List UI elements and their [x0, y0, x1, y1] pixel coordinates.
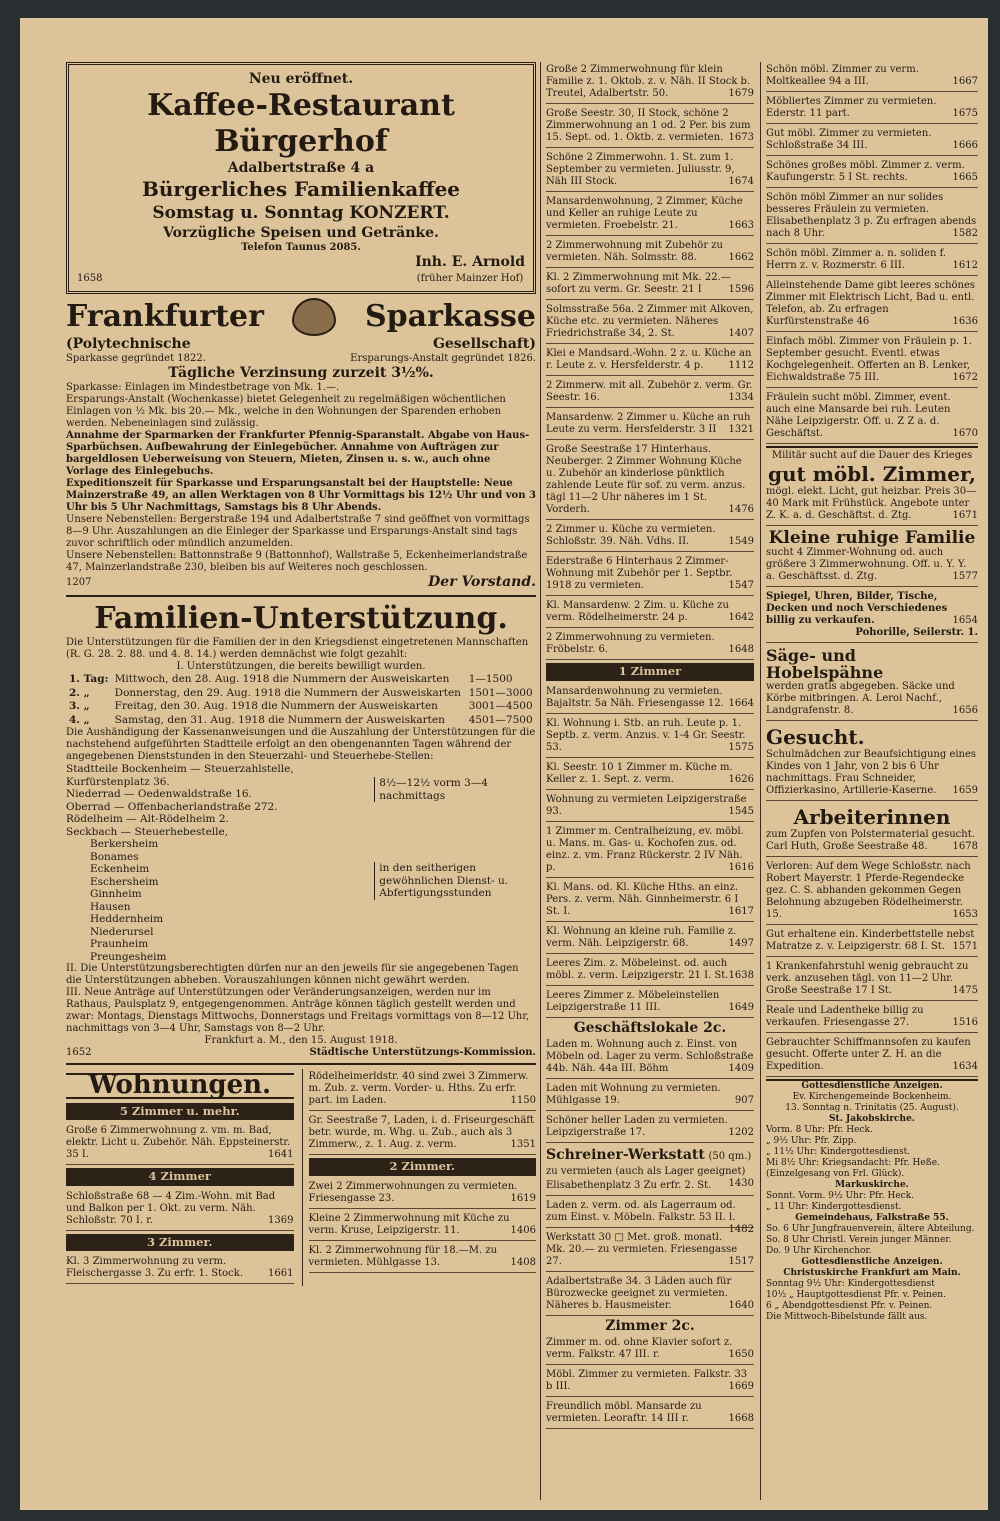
ad-number: 1642 — [728, 612, 754, 623]
spar-title-left: Frankfurter — [66, 299, 264, 334]
ad-text: Kleine 2 Zimmerwohnung mit Küche zu verm. Kruse, Leipzigerstr. 11. — [308, 1212, 510, 1236]
gott-line: Christuskirche Frankfurt am Main. — [783, 1268, 961, 1278]
ad-text: Große Seestraße 17 Hinterhaus. Neuberger. 2 Zimmer Wohnung Küche u. Zubehör an kinderlose pünktlich zahlende Leute für sof. zu verm. anzus. tägl 11—2 Uhr näheres im 1 St. Vorderh. — [546, 444, 746, 515]
spar-right: Ersparungs-Anstalt gegründet 1826. — [350, 353, 536, 364]
ad-text: Solmsstraße 56a. 2 Zimmer mit Alkoven, Küche etc. zu vermieten. Näheres Friedrichstraße 34, 2. St. — [546, 304, 754, 339]
ad-text: Reale und Ladentheke billig zu verkaufen. Friesengasse 27. — [766, 1005, 924, 1028]
ad-number: 1662 — [728, 252, 754, 263]
ad-text: Möbliertes Zimmer zu vermieten. Ederstr. 11 part. — [766, 96, 937, 119]
column-left — [66, 62, 536, 1502]
ad-text: Einfach möbl. Zimmer von Fräulein p. 1. September gesucht. Eventl. etwas Kochgelegenheit. Offerten an B. Lenker, Eichwaldstraße 75 III. — [766, 336, 972, 383]
restaurant-food: Vorzügliche Speisen und Getränke. — [163, 225, 439, 241]
ad-number: 1672 — [952, 372, 978, 383]
ad-number: 1516 — [952, 1017, 978, 1028]
ad-text: (50 qm.) zu vermieten (auch als Lager geeignet) Elisabethenplatz 3 Zu erfr. 2. St. — [546, 1150, 752, 1191]
ad-number: 1679 — [728, 88, 754, 99]
restaurant-concert: Somstag u. Sonntag KONZERT. — [152, 203, 450, 223]
ad-text: Große Seestr. 30, II Stock, schöne 2 Zimmerwohnung an 1 od. 2 Per. bis zum 15. Sept. od. 1. Oktb. z. vermieten. — [546, 108, 751, 143]
ad-text: sucht 4 Zimmer-Wohnung od. auch größere 3 Zimmerwohnung. Off. u. Y. Y. a. Geschäftsst. d. Ztg. — [766, 547, 967, 582]
ad-text: Spiegel, Uhren, Bilder, Tische, Decken und noch Verschiedenes billig zu verkaufen. — [766, 591, 948, 626]
ad-number: 1619 — [510, 1192, 536, 1204]
ad-text: Werkstatt 30 □ Met. groß. monatl. Mk. 20.— zu vermieten. Friesengasse 27. — [546, 1231, 738, 1267]
ad-text: Leeres Zimmer z. Möbeleinstellen Leipzigerstraße 11 III. — [546, 989, 720, 1013]
gott-line: Ev. Kirchengemeinde Bockenheim. — [792, 1092, 952, 1102]
ad-text: Schön möbl. Zimmer zu verm. Moltkeallee 94 a III. — [766, 64, 919, 87]
ad-sign: Pohorille, Seilerstr. 1. — [855, 627, 978, 638]
ad-number: 1545 — [728, 805, 754, 817]
ad-text: Zwei 2 Zimmerwohnungen zu vermieten. Friesengasse 23. — [308, 1180, 518, 1204]
ad-text: Rödelheimerldstr. 40 sind zwei 3 Zimmerw. m. Zub. z. verm. Vorder- u. Hths. Zu erfr. part. im Laden. — [308, 1071, 529, 1106]
ad-text: Alleinstehende Dame gibt leeres schönes Zimmer mit Elektrisch Licht, Bad u. entl. Telefon, ab. Zu erfragen Kurfürstenstraße 46 — [766, 280, 976, 327]
ad-number: 1670 — [952, 428, 978, 439]
arbeiterinnen-ad — [766, 803, 978, 857]
ad-text: Schön möbl Zimmer an nur solides besseres Fräulein zu vermieten. Elisabethenplatz 3 p. Zu erfragen abends nach 8 Uhr. — [766, 192, 977, 239]
ad-number: 1577 — [952, 571, 978, 582]
fam-sign: Städtische Unterstützungs-Kommission. — [309, 1047, 536, 1058]
gott-line: Vorm. 8 Uhr: Pfr. Heck. — [766, 1125, 873, 1135]
day-label: 1. Tag: — [69, 673, 109, 685]
ad-number: 1648 — [728, 644, 754, 655]
saege-ad — [766, 645, 978, 721]
ad-text: 2 Zimmerwohnung zu vermieten. Fröbelstr. 6. — [546, 632, 715, 655]
ad-text: Große 6 Zimmerwohnung z. vm. m. Bad, elektr. Licht u. Zubehör. Näh. Eppsteinerstr. 35 I. — [66, 1125, 291, 1160]
ad-text: Kl. 2 Zimmerwohnung mit Mk. 22.— sofort zu verm. Gr. Seestr. 21 I — [546, 272, 731, 295]
gott-line: Gottesdienstliche Anzeigen. — [801, 1257, 943, 1267]
day-text: Donnerstag, den 29. Aug. 1918 die Nummern der Ausweiskarten — [114, 686, 461, 699]
gott-line: „ 11 Uhr: Kindergottesdienst. — [766, 1202, 902, 1212]
ad-number: 1475 — [952, 985, 978, 996]
gott-line: „ 9½ Uhr: Pfr. Zipp. — [766, 1136, 857, 1146]
ad-number: 1596 — [728, 284, 754, 295]
restaurant-former: (früher Mainzer Hof) — [416, 273, 524, 284]
ad-text: Adalbertstraße 34. 3 Läden auch für Bürozwecke geeignet zu vermieten. Näheres b. Hausmeister. — [546, 1275, 732, 1311]
ad-number: 1406 — [510, 1224, 536, 1236]
ad-text: Laden z. verm. od. als Lagerraum od. zum Einst. v. Möbeln. Falkstr. 53 II. l. — [546, 1199, 736, 1223]
ad-text: 1 Zimmer m. Centralheizung, ev. möbl. u. Mans. m. Gas- u. Kochofen zus. od. einz. z. vm. Franz Rückerstr. 2 IV Näh. p. — [546, 825, 744, 873]
gott-line: Mi 8½ Uhr: Kriegsandacht: Pfr. Heße. (Einzelgesang von Frl. Glück). — [766, 1158, 940, 1179]
ad-number: 1656 — [952, 705, 978, 716]
ad-text: werden gratis abgegeben. Säcke und Körbe mitbringen. A. Leroi Nachf., Landgrafenstr. 8. — [766, 681, 955, 716]
stadtteil: Berkersheim — [90, 838, 159, 850]
spar-line: Expeditionszeit für Sparkasse und Ersparungsanstalt bei der Hauptstelle: Neue Mainzerstraße 49, an allen Werktagen von 8 Uhr Vormittags bis 12½ Uhr und von 3 Uhr bis 5 Uhr Nachmittags, Samstags bis 8 Uhr Abends. — [66, 478, 536, 513]
gott-line: Sonntag 9½ Uhr: Kindergottesdienst — [766, 1279, 935, 1289]
ad-number: 1641 — [268, 1149, 294, 1160]
ad-text: Kl. Seestr. 10 1 Zimmer m. Küche m. Keller z. 1. Sept. z. verm. — [546, 761, 733, 785]
ad-text: Ederstraße 6 Hinterhaus 2 Zimmer-Wohnung mit Zubehör per 1. Septbr. 1918 zu vermieten. — [546, 556, 733, 591]
ad-number: 1634 — [952, 1061, 978, 1072]
ad-text: 1 Krankenfahrstuhl wenig gebraucht zu verk. anzusehen tägl. von 11—2 Uhr. Große Seestraße 17 I St. — [766, 961, 969, 996]
ad-number: 1665 — [952, 172, 978, 183]
ad-text: 2 Zimmerwohnung mit Zubehör zu vermieten. Näh. Solmsstr. 88. — [546, 240, 723, 263]
ad-text: Klei e Mandsard.-Wohn. 2 z. u. Küche an r. Leute z. v. Hersfelderstr. 4 p. — [546, 348, 752, 371]
ad-title: Kleine ruhige Familie — [768, 528, 976, 548]
column-rule — [540, 62, 541, 1500]
wohn-heading: 5 Zimmer u. mehr. — [66, 1103, 294, 1121]
ad-number: 1640 — [728, 1299, 754, 1311]
ad-text: Laden m. Wohnung auch z. Einst. von Möbeln od. Lager zu verm. Schloßstraße 44b. Näh. 44a III. Böhm — [546, 1038, 754, 1074]
ad-number: 1351 — [510, 1139, 536, 1150]
ad-text: Wohnung zu vermieten Leipzigerstraße 93. — [546, 793, 747, 817]
section-heading: Zimmer 2c. — [605, 1317, 695, 1334]
ad-text: Kl. 3 Zimmerwohnung zu verm. Fleischergasse 3. Zu erfr. 1. Stock. — [66, 1256, 244, 1279]
day-range: 3001—4500 — [468, 700, 533, 712]
gott-line: 10½ „ Hauptgottesdienst Pfr. v. Peinen. — [766, 1290, 946, 1300]
day-text: Samstag, den 31. Aug. 1918 die Nummern der Ausweiskarten — [114, 713, 445, 726]
ad-text: Gut möbl. Zimmer zu vermieten. Schloßstraße 34 III. — [766, 128, 932, 151]
ad-number: 1582 — [952, 228, 978, 239]
ad-number: 1430 — [728, 1177, 754, 1189]
ad-text: Kl. Wohnung i. Stb. an ruh. Leute p. 1. Septb. z. verm. Anzus. v. 1-4 Gr. Seestr. 53. — [546, 717, 746, 753]
ad-number: 1659 — [952, 785, 978, 796]
familie-ad — [766, 528, 978, 587]
schreiner-title: Schreiner-Werkstatt — [546, 1146, 705, 1163]
ad-text: Mansardenwohnung zu vermieten. Bajaltstr. 5a Näh. Friesengasse 12. — [546, 685, 724, 709]
ad-text: 2 Zimmer u. Küche zu vermieten. Schloßstr. 39. Näh. Vdhs. II. — [546, 524, 716, 547]
ad-number: 1112 — [728, 360, 754, 371]
ad-number: 1497 — [728, 937, 754, 949]
stadtteil: Stadtteile Bockenheim — Steuerzahlstelle, Kurfürstenplatz 36. — [66, 763, 294, 788]
stadtteil: Niederrad — Oedenwaldstraße 16. — [66, 788, 252, 800]
ad-number: 1654 — [952, 615, 978, 626]
spar-line: Ersparungs-Anstalt (Wochenkasse) bietet Gelegenheit zu regelmäßigen wöchentlichen Einlagen von ½ Mk. bis 20.— Mk., welche in den Wohnungen der Sparenden erhoben werden. Nebeneinlagen sind zulässig. — [66, 394, 506, 429]
gott-line: „ 11½ Uhr: Kindergottesdienst. — [766, 1147, 911, 1157]
fam-date: Frankfurt a. M., den 15. August 1918. — [204, 1035, 398, 1046]
ad-number: 1649 — [728, 1001, 754, 1013]
ad-number: 1612 — [952, 260, 978, 271]
day-text: Mittwoch, den 28. Aug. 1918 die Nummern der Ausweiskarten — [114, 673, 450, 685]
spar-sub-left: (Polytechnische — [66, 336, 191, 352]
gott-line: Markuskirche. — [835, 1180, 909, 1190]
ad-text: Mansardenwohnung, 2 Zimmer, Küche und Keller an ruhige Leute zu vermieten. Froebelstr. 21. — [546, 196, 743, 231]
day-label: 3. „ — [69, 700, 90, 712]
ad-number: 1663 — [728, 220, 754, 231]
ad-number: 1666 — [952, 140, 978, 151]
ad-number: 1674 — [728, 176, 754, 187]
column-rule — [760, 62, 761, 1500]
column-middle — [546, 62, 754, 1502]
day-range: 4501—7500 — [468, 713, 533, 726]
ad-text: Möbl. Zimmer zu vermieten. Falkstr. 33 b III. — [546, 1368, 748, 1392]
spar-left: Sparkasse gegründet 1822. — [66, 353, 206, 364]
ad-text: Verloren: Auf dem Wege Schloßstr. nach Robert Mayerstr. 1 Pferde-Regendecke gez. C. S. abhanden gekommen Gegen Belohnung abzugeben Rödelheimerstr. 15. — [766, 861, 971, 920]
ad-text: Leeres Zim. z. Möbeleinst. od. auch möbl. z. verm. Leipzigerstr. 21 I. St. — [546, 957, 729, 981]
gott-title: Gottesdienstliche Anzeigen. — [801, 1081, 943, 1091]
spar-line: Unsere Nebenstellen: Bergerstraße 194 und Adalbertstraße 7 sind geöffnet von vormittags 8—9 Uhr. Auszahlungen an die Einleger der Sparkasse und Ersparungs-Anstalt sind tags zuvor schriftlich oder mündlich anzumelden. — [66, 514, 530, 549]
ad-number: 907 — [734, 1094, 754, 1106]
restaurant-owner: Inh. E. Arnold — [415, 254, 525, 270]
familien-notice — [66, 601, 536, 1065]
sparkasse-ad — [66, 298, 536, 597]
ad-text: Kl. Mans. od. Kl. Küche Hths. an einz. Pers. z. verm. Näh. Ginnheimerstr. 6 I St. I. — [546, 881, 739, 917]
newspaper-page — [20, 18, 988, 1510]
ad-number: 1616 — [728, 861, 754, 873]
ad-number: 1638 — [728, 969, 754, 981]
ad-number: 1408 — [510, 1256, 536, 1268]
gott-line: St. Jakobskirche. — [829, 1114, 915, 1124]
stadtteil: Niederursel — [90, 925, 154, 938]
ad-number: 1482 — [728, 1223, 754, 1235]
ad-number: 1678 — [952, 841, 978, 852]
spar-sub-right: Gesellschaft) — [432, 336, 536, 352]
ad-title: Säge- und Hobelspähne — [766, 646, 884, 682]
stadtteil: Preungesheim — [90, 950, 167, 963]
spar-sign: Der Vorstand. — [428, 574, 536, 590]
mid-ads — [302, 1069, 537, 1286]
ad-number: 1636 — [952, 316, 978, 327]
ad-number: 1547 — [728, 580, 754, 591]
ad-text: Schön möbl. Zimmer a. n. soliden f. Herrn z. v. Rozmerstr. 6 III. — [766, 248, 947, 271]
gott-line: So. 6 Uhr Jungfrauenverein, ältere Abteilung. — [766, 1224, 975, 1234]
fam-title: Familien-Unterstützung. — [94, 601, 508, 636]
militaer-ad — [766, 446, 978, 526]
spar-line: Sparkasse: Einlagen im Mindestbetrage von Mk. 1.—. — [66, 382, 340, 393]
ad-number: 1667 — [952, 76, 978, 87]
ad-text: Laden mit Wohnung zu vermieten. Mühlgasse 19. — [546, 1082, 721, 1106]
spar-title-right: Sparkasse — [365, 299, 536, 334]
ad-number: 1673 — [728, 132, 754, 143]
ad-text: Gut erhaltene ein. Kinderbettstelle nebst Matratze z. v. Leipzigerstr. 68 I. St. — [766, 929, 975, 952]
stadtteil: Heddernheim — [90, 913, 164, 925]
fam-sec3: III. Neue Anträge auf Unterstützungen oder Veränderungsanzeigen, werden nur im Rathaus, Paulsplatz 9, entgegengenommen. Anträge können täglich gestellt werden und zwar: Montags, Dienstags Mittwochs, Donnerstags und Freitags vormittags von 8—12 Uhr, nachmittags von 3—4 Uhr, Samstags von 8—2 Uhr. — [66, 987, 530, 1034]
stadtteil: Bonames — [90, 850, 139, 863]
beehive-icon — [292, 298, 336, 336]
ad-text: Gr. Seestraße 7, Laden, i. d. Friseurgeschäft betr. wurde, m. Whg. u. Zub., auch als 3 Zimmerw., z. 1. Aug. z. verm. — [308, 1115, 534, 1150]
day-range: 1—1500 — [468, 673, 513, 685]
ad-text: Kl. Wohnung an kleine ruh. Familie z. verm. Näh. Leipzigerstr. 68. — [546, 925, 737, 949]
ad-text: Militär sucht auf die Dauer des Krieges — [771, 450, 973, 461]
spar-line: Annahme der Sparmarken der Frankfurter Pfennig-Sparanstalt. Abgabe von Haus-Sparbüchsen. Aufbewahrung der Einlegebücher. Annahme von Aufträgen zur bargeldlosen Ueberweisung von Steuern, Mieten, Zinsen u. s. w., auch ohne Vorlage des Einlegebuchs. — [66, 430, 530, 477]
ad-text: Schönes großes möbl. Zimmer z. verm. Kaufungerstr. 5 I St. rechts. — [766, 160, 965, 183]
ad-text: zum Zupfen von Polstermaterial gesucht. Carl Huth, Große Seestraße 48. — [766, 829, 975, 852]
day-range: 1501—3000 — [468, 686, 533, 699]
restaurant-phone: Telefon Taunus 2085. — [241, 242, 361, 253]
day-label: 2. „ — [69, 686, 90, 699]
restaurant-address: Adalbertstraße 4 a — [227, 160, 375, 176]
day-text: Freitag, den 30. Aug. 1918 die Nummern der Ausweiskarten — [114, 700, 438, 712]
ad-text: Zimmer m. od. ohne Klavier sofort z. verm. Falkstr. 47 III. r. — [546, 1336, 733, 1360]
ad-number: 1664 — [728, 697, 754, 709]
wohnungen-section — [66, 1069, 294, 1286]
ad-number: 1650 — [728, 1348, 754, 1360]
ad-title: Arbeiterinnen — [793, 805, 951, 829]
gott-line: Gemeindehaus, Falkstraße 55. — [795, 1213, 949, 1223]
ad-number: 1207 — [66, 576, 92, 588]
gesucht-ad — [766, 723, 978, 801]
fam-times: 8½—12½ vorm 3—4 nachmittags — [374, 777, 536, 802]
ad-number: 1668 — [728, 1412, 754, 1424]
ad-text: 2 Zimmerw. mit all. Zubehör z. verm. Gr. Seestr. 16. — [546, 380, 753, 403]
fam-intro: Die Unterstützungen für die Familien der in den Kriegsdienst eingetretenen Mannschaften (R. G. 28. 2. 88. und 4. 8. 14.) werden demnächst wie folgt gezahlt: — [66, 637, 529, 660]
wohn-heading: 4 Zimmer — [66, 1168, 294, 1186]
ad-number: 1407 — [728, 328, 754, 339]
stadtteile-list — [66, 763, 366, 963]
restaurant-new: Neu eröffnet. — [248, 71, 354, 87]
fam-sec2: II. Die Unterstützungsberechtigten dürfen nur an den jeweils für sie angegebenen Tagen die Unterstützungen abheben. Vorauszahlungen können nicht gewährt werden. — [66, 963, 519, 986]
ad-number: 1675 — [952, 108, 978, 119]
ad-text: Gebrauchter Schiffmannsofen zu kaufen gesucht. Offerte unter Z. H. an die Expedition. — [766, 1037, 971, 1072]
ad-text: Große 2 Zimmerwohnung für klein Familie z. 1. Oktob. z. v. Näh. II Stock b. Treutel, Adalbertstr. 50. — [546, 64, 751, 99]
ad-text: Kl. Mansardenw. 2 Zim. u. Küche zu verm. Rödelheimerstr. 24 p. — [546, 600, 729, 623]
column-right — [766, 62, 978, 1502]
ad-number: 1202 — [728, 1126, 754, 1138]
ad-number: 1669 — [728, 1380, 754, 1392]
ad-text: Schöne 2 Zimmerwohn. 1. St. zum 1. September zu vermieten. Juliusstr. 9, Näh III Stock. — [546, 152, 735, 187]
fam-aushand: Die Aushändigung der Kassenanweisungen und die Auszahlung der Unterstützungen für die nachstehend aufgeführten Stadtteile erfolgt an den obengenannten Tagen während der angegebenen Dienststunden in den Steuerzahl- und Steuerhebe-Stellen: — [66, 727, 536, 762]
restaurant-ad — [66, 62, 536, 294]
gott-line: Do. 9 Uhr Kirchenchor. — [766, 1246, 872, 1256]
ad-text: Fräulein sucht möbl. Zimmer, event. auch eine Mansarde bei ruh. Leuten Nähe Leipzigerstr. Off. u. Z Z a. d. Geschäftst. — [766, 392, 951, 439]
ad-number: 1617 — [728, 905, 754, 917]
stadtteil: Eckenheim — [90, 863, 150, 875]
stadtteil: Praunheim — [90, 938, 149, 950]
stadtteil: Hausen — [90, 900, 131, 913]
gott-line: 6 „ Abendgottesdienst Pfr. v. Peinen. — [766, 1301, 933, 1311]
ad-number: 1369 — [268, 1214, 294, 1226]
ad-number: 1653 — [952, 909, 978, 920]
stadtteil: Seckbach — Steuerhebestelle, — [66, 825, 229, 838]
gott-line: So. 8 Uhr Christl. Verein junger Männer. — [766, 1235, 952, 1245]
ad-number: 1658 — [77, 273, 103, 284]
spar-rate: Tägliche Verzinsung zurzeit 3½%. — [168, 365, 434, 381]
ad-number: 1334 — [728, 392, 754, 403]
gott-line: Sonnt. Vorm. 9½ Uhr: Pfr. Heck. — [766, 1191, 915, 1201]
day-label: 4. „ — [69, 713, 90, 726]
ad-text: mögl. elekt. Licht, gut heizbar. Preis 30—40 Mark mit Frühstück. Angebote unter Z. K. a. d. Geschäftst. d. Ztg. — [766, 486, 977, 521]
wohnungen-title: Wohnungen. — [66, 1073, 294, 1099]
ad-text: Schloßstraße 68 — 4 Zim.-Wohn. mit Bad und Balkon per 1. Okt. zu verm. Näh. Schloßstr. 70 I. r. — [66, 1190, 276, 1226]
gott-line: 13. Sonntag n. Trinitatis (25. August). — [785, 1103, 959, 1113]
fam-sec1: I. Unterstützungen, die bereits bewilligt wurden. — [176, 661, 426, 672]
ad-text: Freundlich möbl. Mansarde zu vermieten. Leoraftr. 14 III r. — [546, 1400, 702, 1424]
restaurant-sub: Bürgerliches Familienkaffee — [141, 177, 461, 201]
ad-number: 1652 — [66, 1047, 92, 1058]
section-heading: Geschäftslokale 2c. — [573, 1019, 727, 1036]
ad-number: 1321 — [728, 424, 754, 435]
stadtteil: Oberrad — Offenbacherlandstraße 272. — [66, 800, 278, 813]
ad-text: Schöner heller Laden zu vermieten. Leipzigerstraße 17. — [546, 1114, 728, 1138]
ad-number: 1150 — [510, 1095, 536, 1106]
ad-number: 1549 — [728, 536, 754, 547]
ad-number: 1575 — [728, 741, 754, 753]
ad-number: 1626 — [728, 773, 754, 785]
stadtteil: Eschersheim — [90, 875, 159, 888]
section-heading: 1 Zimmer — [546, 663, 754, 681]
stadtteil: Ginnheim — [90, 888, 142, 900]
ad-number: 1671 — [952, 510, 978, 521]
ad-text: Mansardenw. 2 Zimmer u. Küche an ruh Leute zu verm. Hersfelderstr. 3 II — [546, 412, 751, 435]
ad-number: 1409 — [728, 1062, 754, 1074]
wohn-heading: 2 Zimmer. — [309, 1158, 537, 1176]
ad-title: gut möbl. Zimmer, — [767, 462, 977, 486]
ad-text: Kl. 2 Zimmerwohnung für 18.—M. zu vermieten. Mühlgasse 13. — [308, 1244, 498, 1268]
wohn-heading: 3 Zimmer. — [66, 1234, 294, 1252]
fam-days-table — [66, 673, 536, 727]
ad-text: Schulmädchen zur Beaufsichtigung eines Kindes von 1 Jahr, von 2 bis 6 Uhr nachmittags. Frau Schneider, Offizierkasino, Artillerie-Kaserne. — [766, 749, 977, 796]
ad-number: 1661 — [268, 1268, 294, 1279]
ad-number: 1571 — [952, 941, 978, 952]
gott-line: Die Mittwoch-Bibelstunde fällt aus. — [766, 1312, 928, 1322]
restaurant-name: Kaffee-Restaurant Bürgerhof — [147, 88, 455, 159]
ad-number: 1517 — [728, 1255, 754, 1267]
stadtteil: Rödelheim — Alt-Rödelheim 2. — [66, 813, 229, 825]
ad-number: 1476 — [728, 504, 754, 515]
fam-hebe: in den seitherigen gewöhnlichen Dienst- u. Abfertigungsstunden — [374, 862, 536, 900]
gottesdienst — [766, 1079, 978, 1323]
spar-line: Unsere Nebenstellen: Battonnstraße 9 (Battonnhof), Wallstraße 5, Eckenheimerlandstraße 47, Mainzerlandstraße 230, bleiben bis auf Weiteres noch geschlossen. — [66, 550, 528, 573]
ad-title: Gesucht. — [766, 725, 865, 749]
